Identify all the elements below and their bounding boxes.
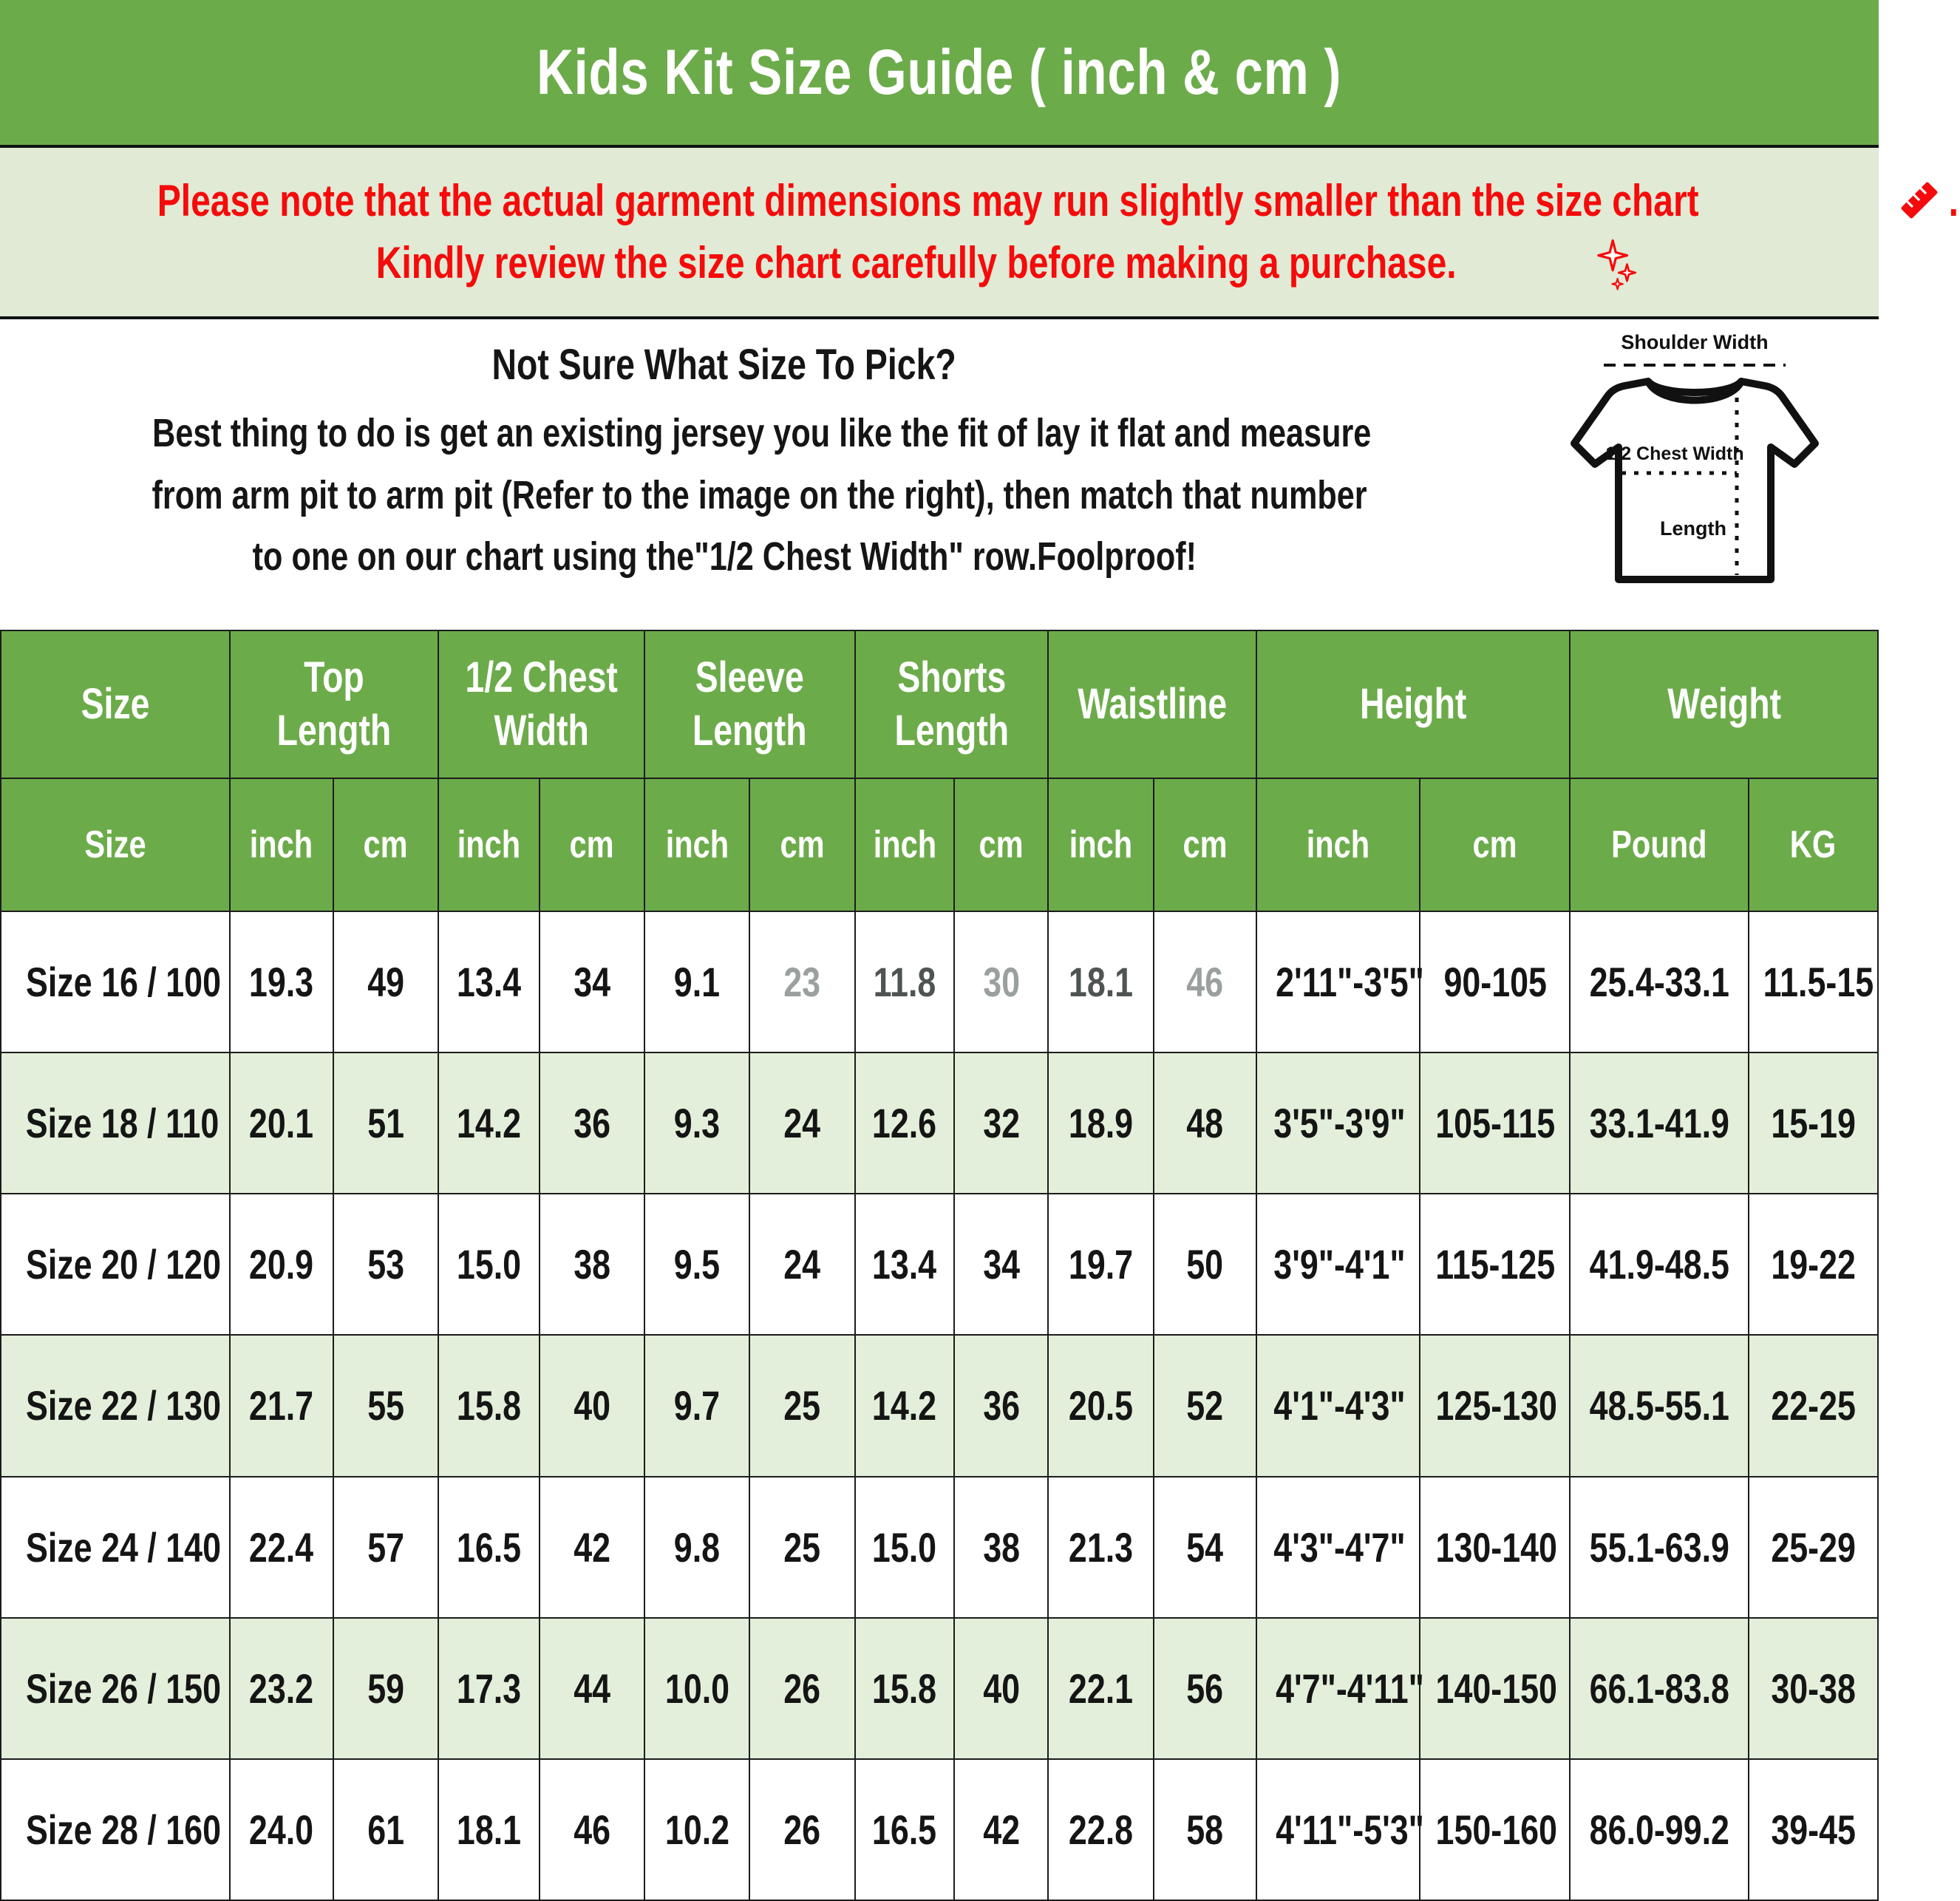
table-cell: 4'7"-4'11" [1256,1618,1420,1759]
table-row [1,1052,1878,1194]
column-unit-header: inch [855,778,955,911]
table-row [1,911,1878,1052]
tshirt-outline [1574,381,1815,579]
notice-line-1 [0,175,1960,226]
notice-period: . [1949,175,1959,225]
sparkles-icon [1595,237,1638,290]
table-cell: 40 [540,1335,644,1476]
header-group-row [1,630,1878,778]
table-cell: 10.0 [644,1618,749,1759]
table-cell: 13.4 [438,911,540,1052]
table-cell: 23 [749,911,854,1052]
table-cell: 130-140 [1420,1477,1570,1618]
table-cell: 15-19 [1749,1052,1878,1194]
table-cell: 59 [333,1618,438,1759]
table-cell: 2'11"-3'5" [1256,911,1420,1052]
size-table-body [1,911,1878,1900]
table-cell: 86.0-99.2 [1570,1759,1748,1900]
table-cell: 20.1 [230,1052,333,1194]
table-cell: 115-125 [1420,1194,1570,1335]
sizing-help-line-1: Best thing to do is get an existing jersey you like the fit of lay it flat and measure [152,411,1372,455]
table-cell: 19.3 [230,911,333,1052]
column-group-header: Waistline [1048,630,1256,778]
table-cell: 30 [954,911,1048,1052]
page-title: Kids Kit Size Guide ( inch & cm ) [537,36,1342,108]
table-cell: 4'1"-4'3" [1256,1335,1420,1476]
table-cell: 42 [954,1759,1048,1900]
table-cell: 50 [1154,1194,1257,1335]
column-unit-header: cm [749,778,854,911]
table-cell: 13.4 [855,1194,955,1335]
title-bar [0,0,1879,148]
sizing-help-line-2: from arm pit to arm pit (Refer to the image on the right), then match that number [152,472,1367,517]
shoulder-width-label: Shoulder Width [1621,331,1769,353]
table-cell: 90-105 [1420,911,1570,1052]
sizing-help-section [0,319,1879,630]
size-chart-table [0,630,1879,1901]
table-cell: 11.8 [855,911,955,1052]
table-cell: 140-150 [1420,1618,1570,1759]
table-cell: 105-115 [1420,1052,1570,1194]
column-group-header: Weight [1570,630,1878,778]
column-unit-header: Pound [1570,778,1748,911]
table-cell: 20.9 [230,1194,333,1335]
table-cell: 46 [540,1759,644,1900]
size-cell: Size 28 / 160 [1,1759,230,1900]
table-cell: 44 [540,1618,644,1759]
table-cell: 12.6 [855,1052,955,1194]
table-cell: 42 [540,1477,644,1618]
size-cell: Size 22 / 130 [1,1335,230,1476]
table-cell: 14.2 [855,1335,955,1476]
column-group-header: Height [1256,630,1570,778]
table-cell: 125-130 [1420,1335,1570,1476]
size-cell: Size 24 / 140 [1,1477,230,1618]
table-cell: 53 [333,1194,438,1335]
table-cell: 38 [540,1194,644,1335]
column-unit-header: cm [540,778,644,911]
table-cell: 20.5 [1048,1335,1153,1476]
table-cell: 24.0 [230,1759,333,1900]
size-cell: Size 18 / 110 [1,1052,230,1194]
sizing-help-text [0,340,1449,588]
sizing-help-heading: Not Sure What Size To Pick? [491,341,957,389]
table-cell: 17.3 [438,1618,540,1759]
table-cell: 9.5 [644,1194,749,1335]
table-cell: 21.7 [230,1335,333,1476]
table-cell: 51 [333,1052,438,1194]
table-cell: 34 [540,911,644,1052]
column-unit-header: Size [1,778,230,911]
table-cell: 48.5-55.1 [1570,1335,1748,1476]
table-cell: 61 [333,1759,438,1900]
table-cell: 9.8 [644,1477,749,1618]
notice-line-2 [241,237,1637,290]
table-cell: 56 [1154,1618,1257,1759]
table-cell: 9.7 [644,1335,749,1476]
table-cell: 48 [1154,1052,1257,1194]
table-cell: 22.8 [1048,1759,1153,1900]
table-cell: 34 [954,1194,1048,1335]
table-cell: 25.4-33.1 [1570,911,1748,1052]
notice-text-2: Kindly review the size chart carefully before making a purchase. [376,238,1457,288]
table-cell: 25 [749,1335,854,1476]
column-unit-header: cm [1420,778,1570,911]
column-unit-header: KG [1749,778,1878,911]
table-cell: 15.0 [438,1194,540,1335]
column-unit-header: cm [1154,778,1257,911]
table-cell: 39-45 [1749,1759,1878,1900]
table-cell: 40 [954,1618,1048,1759]
table-cell: 19.7 [1048,1194,1153,1335]
table-cell: 15.0 [855,1477,955,1618]
column-unit-header: inch [1048,778,1153,911]
table-cell: 36 [954,1335,1048,1476]
table-cell: 58 [1154,1759,1257,1900]
column-unit-header: cm [954,778,1048,911]
table-cell: 18.9 [1048,1052,1153,1194]
column-group-header: Shorts Length [855,630,1049,778]
table-cell: 3'9"-4'1" [1256,1194,1420,1335]
table-cell: 26 [749,1759,854,1900]
table-cell: 38 [954,1477,1048,1618]
sizing-help-line-3: to one on our chart using the"1/2 Chest Width" row.Foolproof! [252,534,1197,579]
table-cell: 21.3 [1048,1477,1153,1618]
table-cell: 18.1 [438,1759,540,1900]
column-unit-header: inch [438,778,540,911]
table-cell: 46 [1154,911,1257,1052]
table-cell: 66.1-83.8 [1570,1618,1748,1759]
table-cell: 24 [749,1194,854,1335]
table-cell: 54 [1154,1477,1257,1618]
table-row [1,1194,1878,1335]
table-cell: 9.3 [644,1052,749,1194]
table-cell: 57 [333,1477,438,1618]
table-cell: 3'5"-3'9" [1256,1052,1420,1194]
table-cell: 16.5 [438,1477,540,1618]
table-cell: 22-25 [1749,1335,1878,1476]
table-row [1,1335,1878,1476]
table-cell: 30-38 [1749,1618,1878,1759]
column-unit-header: inch [1256,778,1420,911]
table-cell: 4'3"-4'7" [1256,1477,1420,1618]
table-cell: 22.4 [230,1477,333,1618]
table-cell: 41.9-48.5 [1570,1194,1748,1335]
table-cell: 23.2 [230,1618,333,1759]
table-cell: 9.1 [644,911,749,1052]
column-unit-header: inch [644,778,749,911]
length-label: Length [1660,517,1726,540]
table-cell: 19-22 [1749,1194,1878,1335]
table-cell: 22.1 [1048,1618,1153,1759]
table-cell: 25 [749,1477,854,1618]
table-cell: 32 [954,1052,1048,1194]
half-chest-width-label: 1/2 Chest Width [1605,443,1744,464]
table-cell: 33.1-41.9 [1570,1052,1748,1194]
column-group-header: Top Length [230,630,438,778]
table-cell: 15.8 [438,1335,540,1476]
size-cell: Size 16 / 100 [1,911,230,1052]
table-cell: 26 [749,1618,854,1759]
header-unit-row [1,778,1878,911]
table-cell: 15.8 [855,1618,955,1759]
table-cell: 150-160 [1420,1759,1570,1900]
column-group-header: Size [1,630,230,778]
tshirt-measurement-diagram [1536,324,1854,619]
table-cell: 36 [540,1052,644,1194]
table-cell: 10.2 [644,1759,749,1900]
table-cell: 49 [333,911,438,1052]
table-cell: 52 [1154,1335,1257,1476]
column-group-header: 1/2 Chest Width [438,630,644,778]
table-cell: 55.1-63.9 [1570,1477,1748,1618]
table-row [1,1618,1878,1759]
table-cell: 4'11"-5'3" [1256,1759,1420,1900]
table-row [1,1477,1878,1618]
table-cell: 18.1 [1048,911,1153,1052]
column-unit-header: inch [230,778,333,911]
column-group-header: Sleeve Length [644,630,854,778]
size-cell: Size 26 / 150 [1,1618,230,1759]
table-cell: 25-29 [1749,1477,1878,1618]
table-cell: 24 [749,1052,854,1194]
table-cell: 16.5 [855,1759,955,1900]
ruler-icon [1896,177,1943,224]
table-cell: 14.2 [438,1052,540,1194]
notice-text-1: Please note that the actual garment dimensions may run slightly smaller than the size chart [157,175,1699,225]
table-row [1,1759,1878,1900]
table-cell: 11.5-15 [1749,911,1878,1052]
column-unit-header: cm [333,778,438,911]
size-cell: Size 20 / 120 [1,1194,230,1335]
notice-banner [0,148,1959,319]
table-cell: 55 [333,1335,438,1476]
